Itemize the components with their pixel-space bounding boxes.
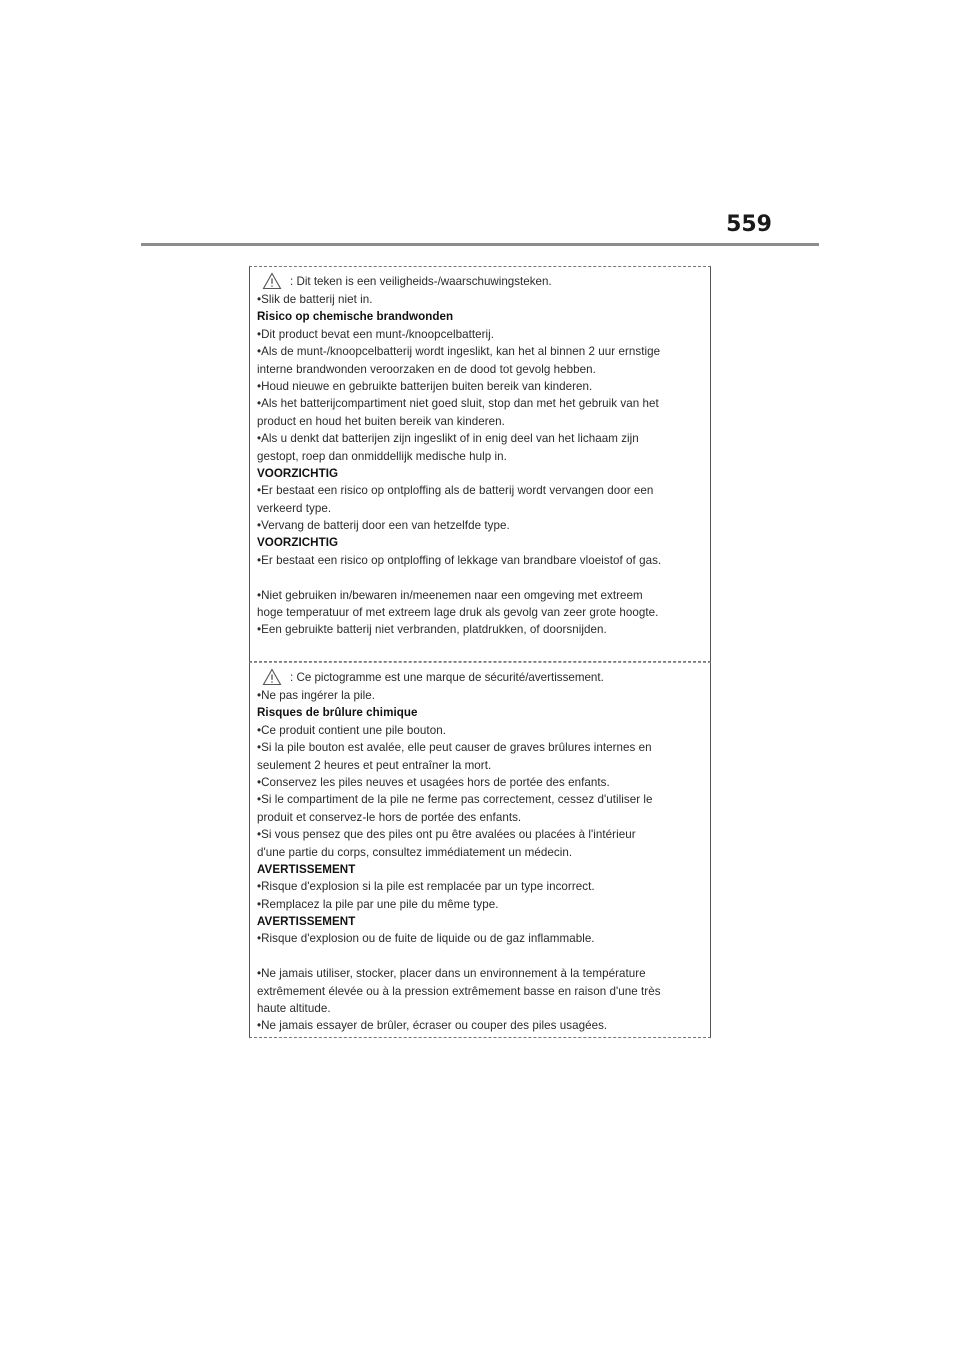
french-text-line: haute altitude. xyxy=(257,1002,331,1016)
dutch-text-lines xyxy=(257,291,710,639)
dutch-heading: Risico op chemische brandwonden xyxy=(257,310,454,324)
french-text-line: •Risque d'explosion ou de fuite de liquide ou de gaz inflammable. xyxy=(257,932,595,946)
dutch-text-line: •Houd nieuwe en gebruikte batterijen buiten bereik van kinderen. xyxy=(257,379,593,393)
dutch-text-line: verkeerd type. xyxy=(257,501,332,515)
french-text-line: •Si le compartiment de la pile ne ferme pas correctement, cessez d'utiliser le xyxy=(257,793,653,807)
french-text-line: •Ce produit contient une pile bouton. xyxy=(257,723,446,737)
french-text-line xyxy=(257,948,710,965)
dutch-text-line: •Als de munt-/knoopcelbatterij wordt ingeslikt, kan het al binnen 2 uur ernstige xyxy=(257,345,661,359)
dutch-text-line: •Als het batterijcompartiment niet goed sluit, stop dan met het gebruik van het xyxy=(257,397,659,411)
french-symbol-text: : Ce pictogramme est une marque de sécurité/avertissement. xyxy=(290,670,604,684)
dutch-warning-notice xyxy=(249,266,711,662)
dutch-text-line: interne brandwonden veroorzaken en de dood tot gevolg hebben. xyxy=(257,362,596,376)
dutch-text-line: •Niet gebruiken in/bewaren in/meenemen naar een omgeving met extreem xyxy=(257,588,643,602)
french-symbol-line xyxy=(257,667,710,687)
french-heading: Risques de brûlure chimique xyxy=(257,706,418,720)
french-text-line: •Risque d'explosion si la pile est remplacée par un type incorrect. xyxy=(257,880,595,894)
dutch-text-line: •Er bestaat een risico op ontploffing als de batterij wordt vervangen door een xyxy=(257,484,654,498)
dutch-text-line: product en houd het buiten bereik van kinderen. xyxy=(257,414,505,428)
dutch-text-line: gestopt, roep dan onmiddellijk medische hulp in. xyxy=(257,449,507,463)
dutch-text-line: •Als u denkt dat batterijen zijn ingeslikt of in enig deel van het lichaam zijn xyxy=(257,432,639,446)
dutch-text-line: •Slik de batterij niet in. xyxy=(257,293,373,306)
page-number: 559 xyxy=(726,212,772,237)
french-text-lines xyxy=(257,687,710,1035)
french-text-line: •Si vous pensez que des piles ont pu être avalées ou placées à l'intérieur xyxy=(257,828,636,842)
french-text-line: •Ne jamais utiliser, stocker, placer dans un environnement à la température xyxy=(257,967,646,981)
dutch-text-line: hoge temperatuur of met extreem lage druk als gevolg van zeer grote hoogte. xyxy=(257,606,659,620)
french-text-line: d'une partie du corps, consultez immédiatement un médecin. xyxy=(257,845,573,859)
french-text-line: •Ne jamais essayer de brûler, écraser ou couper des piles usagées. xyxy=(257,1019,608,1033)
dutch-text-line: •Vervang de batterij door een van hetzelfde type. xyxy=(257,519,510,533)
french-heading: AVERTISSEMENT xyxy=(257,915,356,929)
dutch-symbol-line xyxy=(257,271,710,291)
french-text-line: •Si la pile bouton est avalée, elle peut causer de graves brûlures internes en xyxy=(257,741,652,755)
warning-triangle-icon xyxy=(262,272,282,290)
french-text-line: •Ne pas ingérer la pile. xyxy=(257,689,376,702)
warning-triangle-icon xyxy=(262,668,282,686)
dutch-heading: VOORZICHTIG xyxy=(257,466,339,480)
dutch-text-line: •Een gebruikte batterij niet verbranden, platdrukken, of doorsnijden. xyxy=(257,623,607,637)
french-text-line: produit et conservez-le hors de portée des enfants. xyxy=(257,810,522,824)
dutch-text-line: •Er bestaat een risico op ontploffing of lekkage van brandbare vloeistof of gas. xyxy=(257,553,662,567)
french-heading: AVERTISSEMENT xyxy=(257,862,356,876)
dutch-text-line: •Dit product bevat een munt-/knoopcelbatterij. xyxy=(257,327,495,341)
french-text-line: •Conservez les piles neuves et usagées hors de portée des enfants. xyxy=(257,775,610,789)
header-rule xyxy=(141,243,819,246)
french-warning-notice xyxy=(249,662,711,1038)
french-text-line: •Remplacez la pile par une pile du même type. xyxy=(257,897,499,911)
french-text-line: extrêmement élevée ou à la pression extrêmement basse en raison d'une très xyxy=(257,984,661,998)
dutch-symbol-text: : Dit teken is een veiligheids-/waarschuwingsteken. xyxy=(290,274,552,288)
dutch-heading: VOORZICHTIG xyxy=(257,536,339,550)
french-text-line: seulement 2 heures et peut entraîner la mort. xyxy=(257,758,492,772)
dutch-text-line xyxy=(257,569,710,586)
